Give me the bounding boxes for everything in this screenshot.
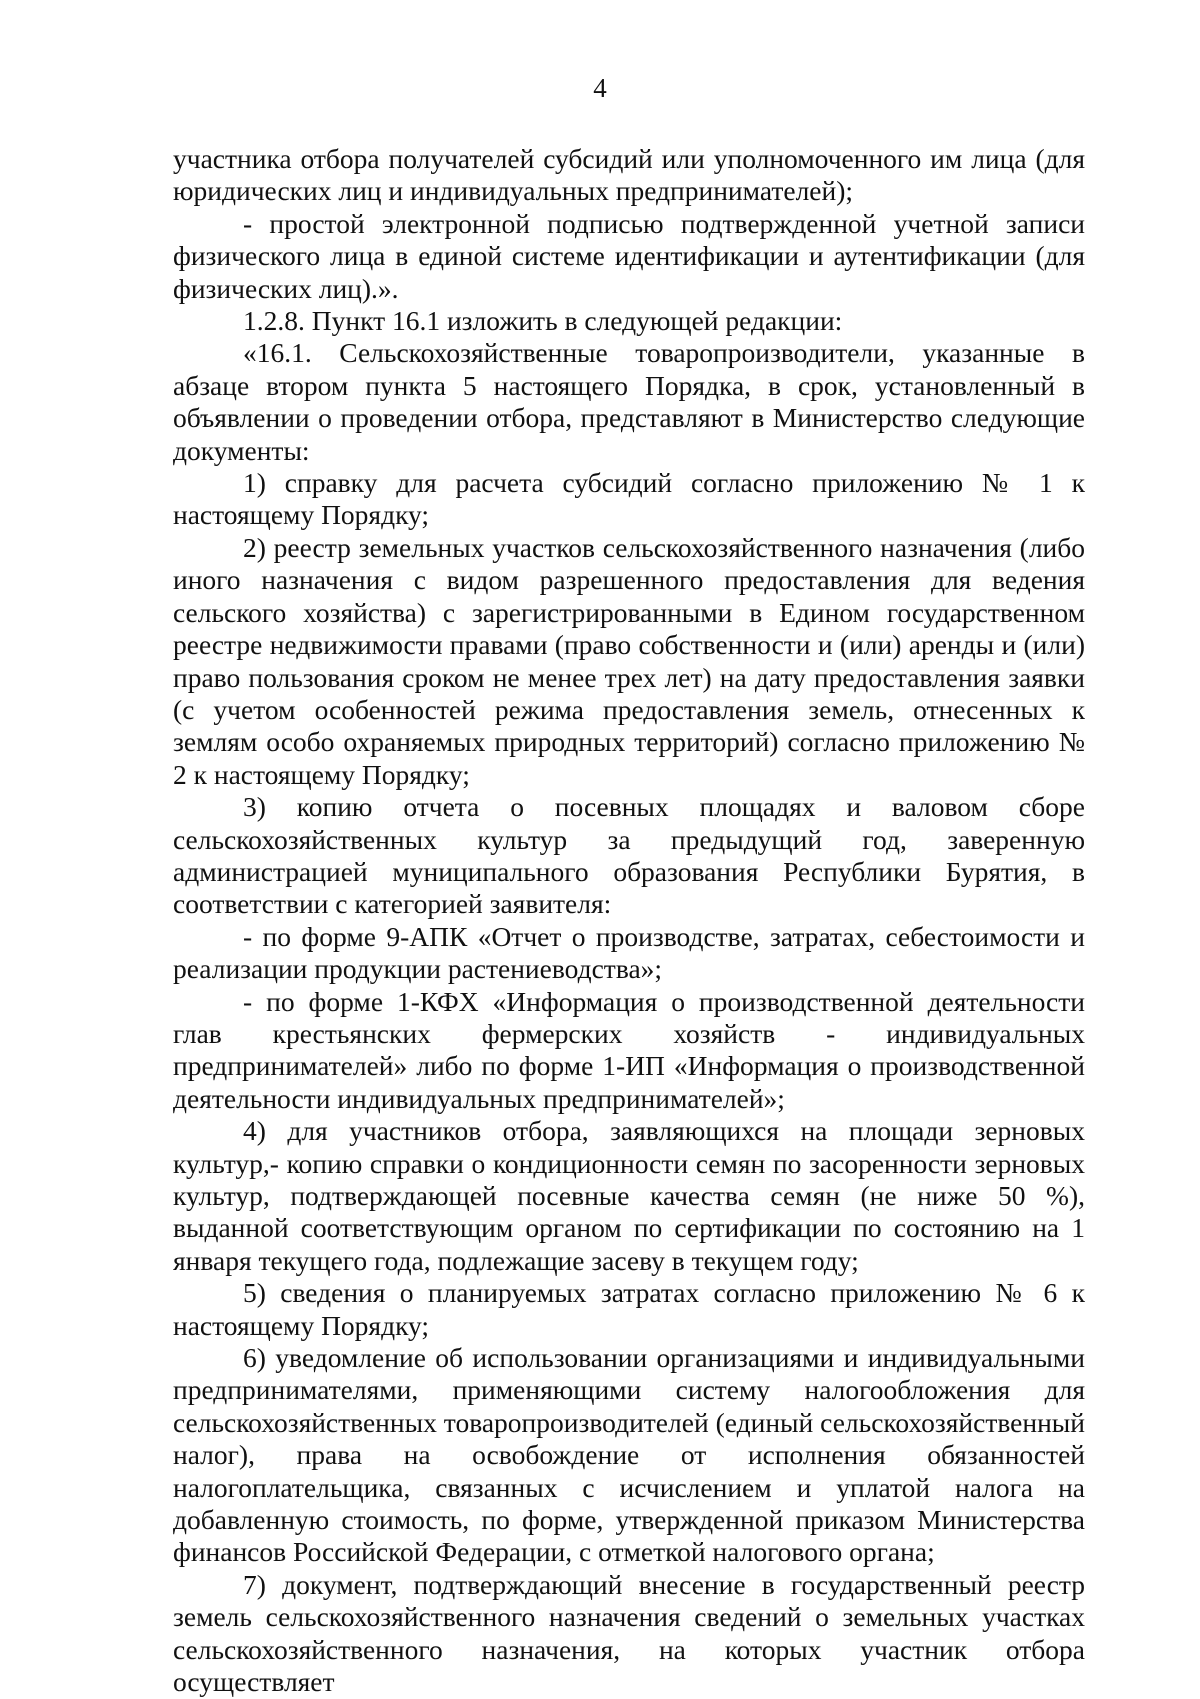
list-item-1: 1) справку для расчета субсидий согласно приложению № 1 к настоящему Порядку; [173,467,1085,531]
list-item-3: 3) копию отчета о посевных площадях и валовом сборе сельскохозяйственных культур за предыдущий год, заверенную администрацией муниципального образования Республики Бурятия, в соответствии с категорией заявителя: [173,791,1085,920]
list-item-3-form-9-apk: - по форме 9-АПК «Отчет о производстве, затратах, себестоимости и реализации продукции растениеводства»; [173,920,1085,985]
list-item-3-form-1-kfh: - по форме 1-КФХ «Информация о производственной деятельности глав крестьянских фермерских хозяйств - индивидуальных предпринимателей» либо по форме 1-ИП «Информация о производственной деятельности индивидуальных предпринимателей»; [173,985,1085,1114]
list-item-5: 5) сведения о планируемых затратах согласно приложению № 6 к настоящему Порядку; [173,1277,1085,1341]
list-item-2: 2) реестр земельных участков сельскохозяйственного назначения (либо иного назначения с видом разрешенного предоставления для ведения сельского хозяйства) с зарегистрированными в Едином государственном реестре недвижимости правами (право собственности и (или) аренды и (или) право пользования сроком не менее трех лет) на дату предоставления заявки (с учетом особенностей режима предоставления земель, отнесенных к землям особо охраняемых природных территорий) согласно приложению № 2 к настоящему Порядку; [173,531,1085,790]
paragraph-continuation: участника отбора получателей субсидий или уполномоченного им лица (для юридических лиц и индивидуальных предпринимателей); [173,143,1085,207]
list-item-4: 4) для участников отбора, заявляющихся на площади зерновых культур,- копию справки о кондиционности семян по засоренности зерновых культур, подтверждающей посевные качества семян (не ниже 50 %), выданной соответствующим органом по сертификации по состоянию на 1 января текущего года, подлежащие засеву в текущем году; [173,1115,1085,1276]
page-number: 4 [593,73,607,103]
list-item-7: 7) документ, подтверждающий внесение в государственный реестр земель сельскохозяйственного назначения сведений о земельных участках сельскохозяйственного назначения, на которых участник отбора осуществляет [173,1568,1085,1698]
document-body [173,143,1085,1699]
paragraph-clause-16-1: «16.1. Сельскохозяйственные товаропроизводители, указанные в абзаце втором пункта 5 настоящего Порядка, в срок, установленный в объявлении о проведении отбора, представляют в Министерство следующие документы: [173,337,1085,466]
list-item-6: 6) уведомление об использовании организациями и индивидуальными предпринимателями, применяющими систему налогообложения для сельскохозяйственных товаропроизводителей (единый сельскохозяйственный налог), права на освобождение от исполнения обязанностей налогоплательщика, связанных с исчислением и уплатой налога на добавленную стоимость, по форме, утвержденной приказом Министерства финансов Российской Федерации, с отметкой налогового органа; [173,1342,1085,1568]
paragraph-clause-1-2-8: 1.2.8. Пункт 16.1 изложить в следующей редакции: [243,305,843,337]
paragraph-simple-signature: - простой электронной подписью подтвержденной учетной записи физического лица в единой системе идентификации и аутентификации (для физических лиц).». [173,207,1085,304]
